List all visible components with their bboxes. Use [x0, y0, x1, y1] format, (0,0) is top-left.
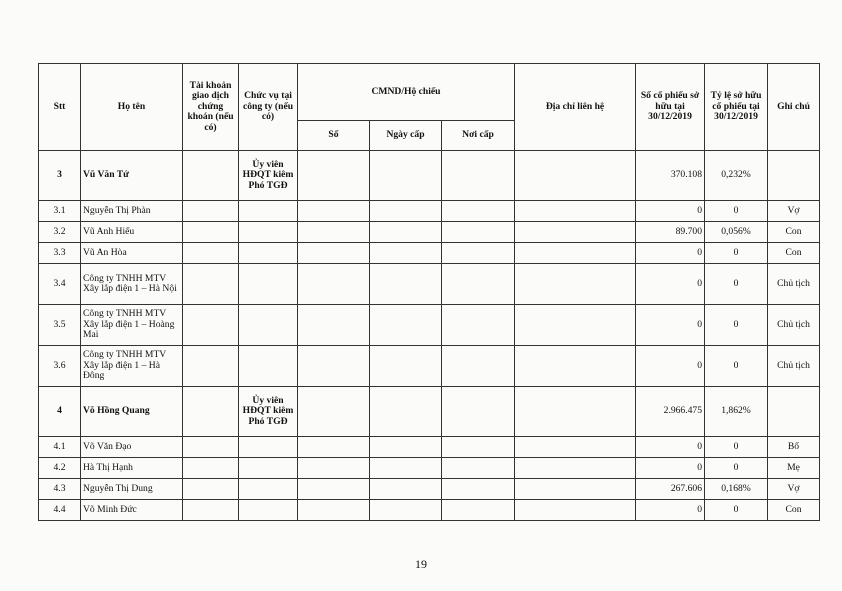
- header-row-1: [39, 64, 820, 121]
- cell-stt: 4.3: [39, 479, 81, 500]
- col-shares: Số cổ phiếu sở hữu tại 30/12/2019: [636, 64, 705, 151]
- cell-name: Võ Hồng Quang: [81, 387, 183, 437]
- cell-account: [183, 500, 239, 521]
- cell-issue-date: [370, 201, 442, 222]
- cell-position: [239, 264, 298, 305]
- col-note: Ghi chú: [768, 64, 820, 151]
- cell-note: Vợ: [768, 201, 820, 222]
- cell-address: [515, 264, 636, 305]
- cell-name: Nguyễn Thị Phàn: [81, 201, 183, 222]
- cell-account: [183, 243, 239, 264]
- cell-name: Công ty TNHH MTV Xây lắp điện 1 – Hà Đông: [81, 346, 183, 387]
- cell-shares: 0: [636, 243, 705, 264]
- cell-issue-place: [442, 201, 515, 222]
- table-row: [39, 437, 820, 458]
- cell-name: Võ Văn Đạo: [81, 437, 183, 458]
- col-account: Tài khoản giao dịch chứng khoán (nếu có): [183, 64, 239, 151]
- cell-issue-date: [370, 264, 442, 305]
- cell-address: [515, 222, 636, 243]
- cell-note: Chủ tịch: [768, 346, 820, 387]
- cell-address: [515, 305, 636, 346]
- cell-issue-place: [442, 264, 515, 305]
- cell-id-no: [298, 500, 370, 521]
- cell-position: [239, 346, 298, 387]
- cell-shares: 0: [636, 500, 705, 521]
- cell-account: [183, 437, 239, 458]
- cell-ratio: 0,056%: [705, 222, 768, 243]
- cell-ratio: 0: [705, 201, 768, 222]
- cell-name: Công ty TNHH MTV Xây lắp điện 1 – Hoàng Mai: [81, 305, 183, 346]
- cell-position: [239, 243, 298, 264]
- cell-note: Con: [768, 222, 820, 243]
- cell-stt: 3.1: [39, 201, 81, 222]
- cell-ratio: 0: [705, 346, 768, 387]
- cell-name: Vũ Văn Tứ: [81, 151, 183, 201]
- cell-stt: 4.4: [39, 500, 81, 521]
- cell-shares: 370.108: [636, 151, 705, 201]
- cell-ratio: 0: [705, 305, 768, 346]
- cell-stt: 3.5: [39, 305, 81, 346]
- cell-position: [239, 305, 298, 346]
- cell-position: Ủy viên HĐQT kiêm Phó TGĐ: [239, 151, 298, 201]
- cell-address: [515, 437, 636, 458]
- cell-note: Chủ tịch: [768, 264, 820, 305]
- table-row: [39, 243, 820, 264]
- table-row: [39, 201, 820, 222]
- col-id-group: CMND/Hộ chiếu: [298, 64, 515, 121]
- cell-shares: 0: [636, 437, 705, 458]
- cell-issue-place: [442, 151, 515, 201]
- cell-issue-place: [442, 500, 515, 521]
- cell-name: Võ Minh Đức: [81, 500, 183, 521]
- col-position: Chức vụ tại công ty (nếu có): [239, 64, 298, 151]
- cell-account: [183, 264, 239, 305]
- cell-account: [183, 201, 239, 222]
- cell-issue-date: [370, 387, 442, 437]
- cell-issue-place: [442, 437, 515, 458]
- page-number: 19: [415, 557, 427, 571]
- cell-ratio: 0: [705, 500, 768, 521]
- cell-issue-date: [370, 346, 442, 387]
- cell-ratio: 0,232%: [705, 151, 768, 201]
- table-row-main: [39, 387, 820, 437]
- cell-shares: 2.966.475: [636, 387, 705, 437]
- cell-address: [515, 387, 636, 437]
- cell-note: Vợ: [768, 479, 820, 500]
- col-issue-place: Nơi cấp: [442, 121, 515, 151]
- cell-ratio: 0: [705, 437, 768, 458]
- col-ratio: Tỷ lệ sở hữu cổ phiếu tại 30/12/2019: [705, 64, 768, 151]
- cell-note: Con: [768, 243, 820, 264]
- cell-id-no: [298, 458, 370, 479]
- table-row: [39, 479, 820, 500]
- cell-address: [515, 458, 636, 479]
- col-stt: Stt: [39, 64, 81, 151]
- table-row-main: [39, 151, 820, 201]
- cell-id-no: [298, 151, 370, 201]
- cell-name: Vũ An Hòa: [81, 243, 183, 264]
- cell-stt: 4.1: [39, 437, 81, 458]
- cell-account: [183, 479, 239, 500]
- cell-stt: 4.2: [39, 458, 81, 479]
- cell-issue-date: [370, 151, 442, 201]
- shareholder-table: [38, 63, 820, 521]
- cell-stt: 3.2: [39, 222, 81, 243]
- cell-name: Nguyễn Thị Dung: [81, 479, 183, 500]
- cell-shares: 89.700: [636, 222, 705, 243]
- cell-position: [239, 500, 298, 521]
- cell-shares: 0: [636, 346, 705, 387]
- cell-issue-place: [442, 243, 515, 264]
- cell-shares: 267.606: [636, 479, 705, 500]
- cell-issue-place: [442, 305, 515, 346]
- cell-id-no: [298, 264, 370, 305]
- cell-position: [239, 437, 298, 458]
- table-row: [39, 458, 820, 479]
- cell-account: [183, 458, 239, 479]
- cell-address: [515, 151, 636, 201]
- cell-position: [239, 222, 298, 243]
- cell-account: [183, 151, 239, 201]
- cell-stt: 3.6: [39, 346, 81, 387]
- cell-id-no: [298, 222, 370, 243]
- cell-position: [239, 479, 298, 500]
- cell-issue-place: [442, 222, 515, 243]
- cell-issue-date: [370, 222, 442, 243]
- cell-account: [183, 387, 239, 437]
- col-name: Họ tên: [81, 64, 183, 151]
- cell-ratio: 0: [705, 264, 768, 305]
- cell-stt: 3.4: [39, 264, 81, 305]
- cell-id-no: [298, 437, 370, 458]
- cell-note: [768, 151, 820, 201]
- table-body: [39, 151, 820, 521]
- table-row: [39, 346, 820, 387]
- cell-address: [515, 243, 636, 264]
- table-row: [39, 500, 820, 521]
- cell-shares: 0: [636, 201, 705, 222]
- cell-address: [515, 500, 636, 521]
- table-row: [39, 264, 820, 305]
- cell-id-no: [298, 243, 370, 264]
- cell-issue-date: [370, 243, 442, 264]
- cell-shares: 0: [636, 458, 705, 479]
- cell-address: [515, 201, 636, 222]
- cell-issue-date: [370, 437, 442, 458]
- col-id-no: Số: [298, 121, 370, 151]
- cell-issue-place: [442, 346, 515, 387]
- cell-note: Mẹ: [768, 458, 820, 479]
- cell-note: Chủ tịch: [768, 305, 820, 346]
- cell-address: [515, 346, 636, 387]
- cell-stt: 3.3: [39, 243, 81, 264]
- cell-account: [183, 346, 239, 387]
- cell-issue-place: [442, 458, 515, 479]
- col-issue-date: Ngày cấp: [370, 121, 442, 151]
- cell-issue-date: [370, 479, 442, 500]
- cell-issue-date: [370, 458, 442, 479]
- cell-issue-place: [442, 387, 515, 437]
- cell-note: Bố: [768, 437, 820, 458]
- cell-note: [768, 387, 820, 437]
- cell-name: Vũ Anh Hiếu: [81, 222, 183, 243]
- table-row: [39, 305, 820, 346]
- cell-issue-date: [370, 305, 442, 346]
- cell-ratio: 1,862%: [705, 387, 768, 437]
- table-row: [39, 222, 820, 243]
- cell-position: [239, 458, 298, 479]
- cell-account: [183, 305, 239, 346]
- cell-ratio: 0: [705, 458, 768, 479]
- cell-id-no: [298, 346, 370, 387]
- cell-id-no: [298, 201, 370, 222]
- cell-account: [183, 222, 239, 243]
- cell-position: [239, 201, 298, 222]
- cell-issue-place: [442, 479, 515, 500]
- cell-address: [515, 479, 636, 500]
- cell-stt: 4: [39, 387, 81, 437]
- cell-shares: 0: [636, 264, 705, 305]
- cell-stt: 3: [39, 151, 81, 201]
- cell-name: Công ty TNHH MTV Xây lắp điện 1 – Hà Nội: [81, 264, 183, 305]
- cell-name: Hà Thị Hạnh: [81, 458, 183, 479]
- cell-ratio: 0,168%: [705, 479, 768, 500]
- cell-ratio: 0: [705, 243, 768, 264]
- cell-id-no: [298, 479, 370, 500]
- cell-issue-date: [370, 500, 442, 521]
- cell-id-no: [298, 387, 370, 437]
- col-address: Địa chỉ liên hệ: [515, 64, 636, 151]
- cell-id-no: [298, 305, 370, 346]
- cell-shares: 0: [636, 305, 705, 346]
- cell-position: Ủy viên HĐQT kiêm Phó TGĐ: [239, 387, 298, 437]
- cell-note: Con: [768, 500, 820, 521]
